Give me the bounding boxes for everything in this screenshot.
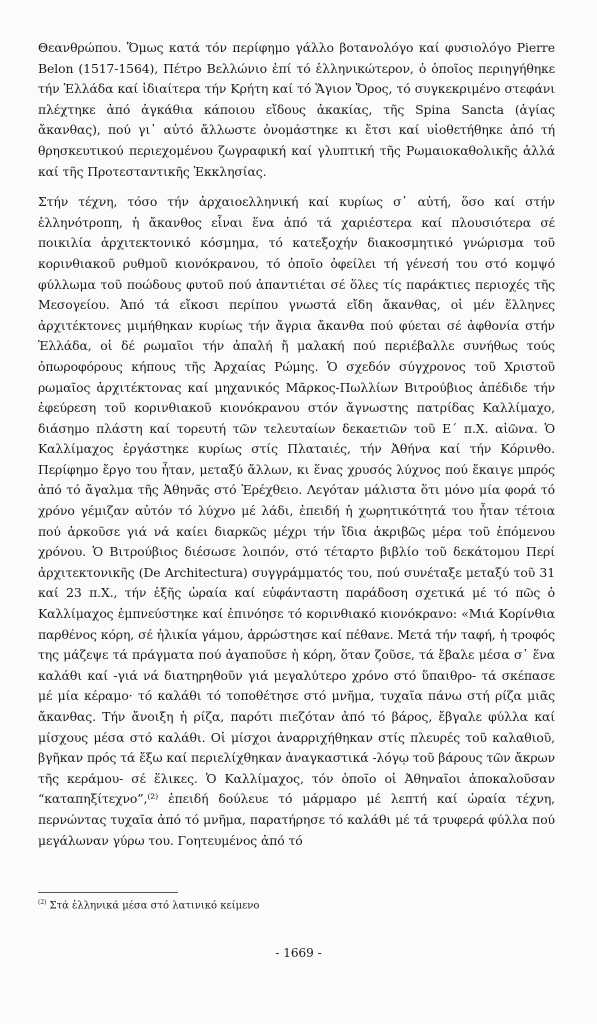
footnote-text: Στά ἑλληνικά μέσα στό λατινικό κείμενο [49,900,260,912]
footnote-marker: (2) [38,899,47,906]
body-text [38,38,555,851]
paragraph-acanthus-in-art: Στήν τέχνη, τόσο τήν ἀρχαιοελληνική καί κυρίως σ᾽ αὐτή, ὅσο καί στήν ἑλληνότροπη, ἡ ἄκανθος εἶναι ἕνα ἀπό τά χαριέστερα καί πλουσιότερα σέ ποικιλία ἀρχιτεκτονικό κόσμημα, τό κατεξοχήν διακοσμητικό γνώρισμα τοῦ κορινθιακοῦ ρυθμοῦ κιονόκρανου, τό ὁποῖο ὀφείλει τή γένεσή του στό κομψό φύλλωμα τοῦ ποώδους φυτοῦ πού ἀπαντιέται σέ ὅλες τίς παράκτιες περιοχές τῆς Μεσογείου. Ἀπό τά εἴκοσι περίπου γνωστά εἴδη ἄκανθας, οἱ μέν ἕλληνες ἀρχιτέκτονες μιμήθηκαν κυρίως τήν ἄγρια ἄκανθα πού φύεται σέ ἀφθονία στήν Ἑλλάδα, οἱ δέ ρωμαῖοι τήν ἁπαλή ἤ μαλακή πού περιέβαλλε συνήθως τούς ὀπωροφόρους κήπους τῆς Ἀρχαίας Ρώμης. Ὁ σχεδόν σύγχρονος τοῦ Χριστοῦ ρωμαῖος ἀρχιτέκτονας καί μηχανικός Μᾶρκος-Πωλλίων Βιτρούβιος ἀπέδιδε τήν ἐφεύρεση τοῦ κορινθιακοῦ κιονόκρανου στόν ἄγνωστης πατρίδας Καλλίμαχο, διάσημο πλάστη καί τορευτή τῶν τελευταίων δεκαετιῶν τοῦ Ε´ π.Χ. αἰῶνα. Ὁ Καλλίμαχος ἐργάστηκε κυρίως στίς Πλαταιές, τήν Ἀθήνα καί τήν Κόρινθο. Περίφημο ἔργο του ἦταν, μεταξύ ἄλλων, κι ἕνας χρυσός λύχνος πού ἔκαιγε μπρός ἀπό τό ἄγαλμα τῆς Ἀθηνᾶς στό Ἐρέχθειο. Λεγόταν μάλιστα ὅτι μόνο μία φορά τό χρόνο γέμιζαν αὐτόν τό λύχνο μέ λάδι, ἐπειδή ἡ χωρητικότητά του ἦταν τέτοια πού ἀρκοῦσε γιά νά καίει διαρκῶς μέχρι τήν ἴδια ἀκριβῶς μέρα τοῦ ἑπόμενου χρόνου. Ὁ Βιτρούβιος διέσωσε λοιπόν, στό τέταρτο βιβλίο τοῦ δεκάτομου Περί ἀρχιτεκτονικῆς (De Architectura) συγγράμματός του, πού συνέταξε μεταξύ τοῦ 31 καί 23 π.Χ., τήν ἑξῆς ὡραία καί εὐφάνταστη παράδοση σχετικά μέ τό πῶς ὁ Καλλίμαχος ἐμπνεύστηκε καί ἐπινόησε τό κορινθιακό κιονόκρανο: «Μιά Κορίνθια παρθένος κόρη, σέ ἡλικία γάμου, ἀρρώστησε καί πέθανε. Μετά τήν ταφή, ἡ τροφός της μάζεψε τά πράγματα πού ἀγαποῦσε ἡ κόρη, ὅταν ζοῦσε, τά ἔβαλε μέσα σ᾽ ἕνα καλάθι καί -γιά νά διατηρηθοῦν γιά μεγαλύτερο χρόνο στό ὕπαιθρο- τά σκέπασε μέ μία κέραμο· τό καλάθι τό τοποθέτησε στό μνῆμα, τυχαῖα πάνω στή ρίζα μιᾶς ἄκανθας. Τήν ἄνοιξη ἡ ρίζα, παρότι πιεζόταν ἀπό τό βάρος, ἔβγαλε φύλλα καί μίσχους μέσα στό καλάθι. Οἱ μίσχοι ἀναρριχήθηκαν στίς πλευρές τοῦ καλαθιοῦ, βγῆκαν πρός τά ἔξω καί περιελίχθηκαν ἀναγκαστικά -λόγῳ τοῦ βάρους τῶν ἄκρων τῆς κεράμου- σέ ἕλικες. Ὁ Καλλίμαχος, τόν ὁποῖο οἱ Ἀθηναῖοι ἀποκαλοῦσαν “καταπηξίτεχνο”,⁽²⁾ ἐπειδή δούλευε τό μάρμαρο μέ λεπτή καί ὡραία τέχνη, περνώντας τυχαῖα ἀπό τό μνῆμα, παρατήρησε τό καλάθι μέ τά τρυφερά φύλλα πού μεγάλωναν γύρω του. Γοητευμένος ἀπό τό [38,194,555,848]
page-number: - 1669 - [275,946,322,960]
paragraph-continued: Θεανθρώπου. Ὅμως κατά τόν περίφημο γάλλο βοτανολόγο καί φυσιολόγο Pierre Belon (1517-1564), Πέτρο Βελλώνιο ἐπί τό ἑλληνικώτερον, ὁ ὁποῖος περιηγήθηκε τήν Ἑλλάδα καί ἰδιαίτερα τήν Κρήτη καί τό Ἅγιον Ὄρος, τό συγκεκριμένο στεφάνι πλέχτηκε ἀπό ἀγκάθια κάποιου εἴδους ἀκακίας, τῆς Spina Sancta (ἁγίας ἄκανθας), πού γι᾽ αὐτό ἄλλωστε ὀνομάστηκε κι ἔτσι καί υἱοθετήθηκε ἀπό τή θρησκευτικού περιεχομένου ζωγραφική καί γλυπτική τῆς Ρωμαιοκαθολικῆς ἀλλά καί τῆς Προτεσταντικῆς Ἐκκλησίας. [38,40,555,179]
footnote-separator [38,892,178,893]
footnote [38,896,555,913]
